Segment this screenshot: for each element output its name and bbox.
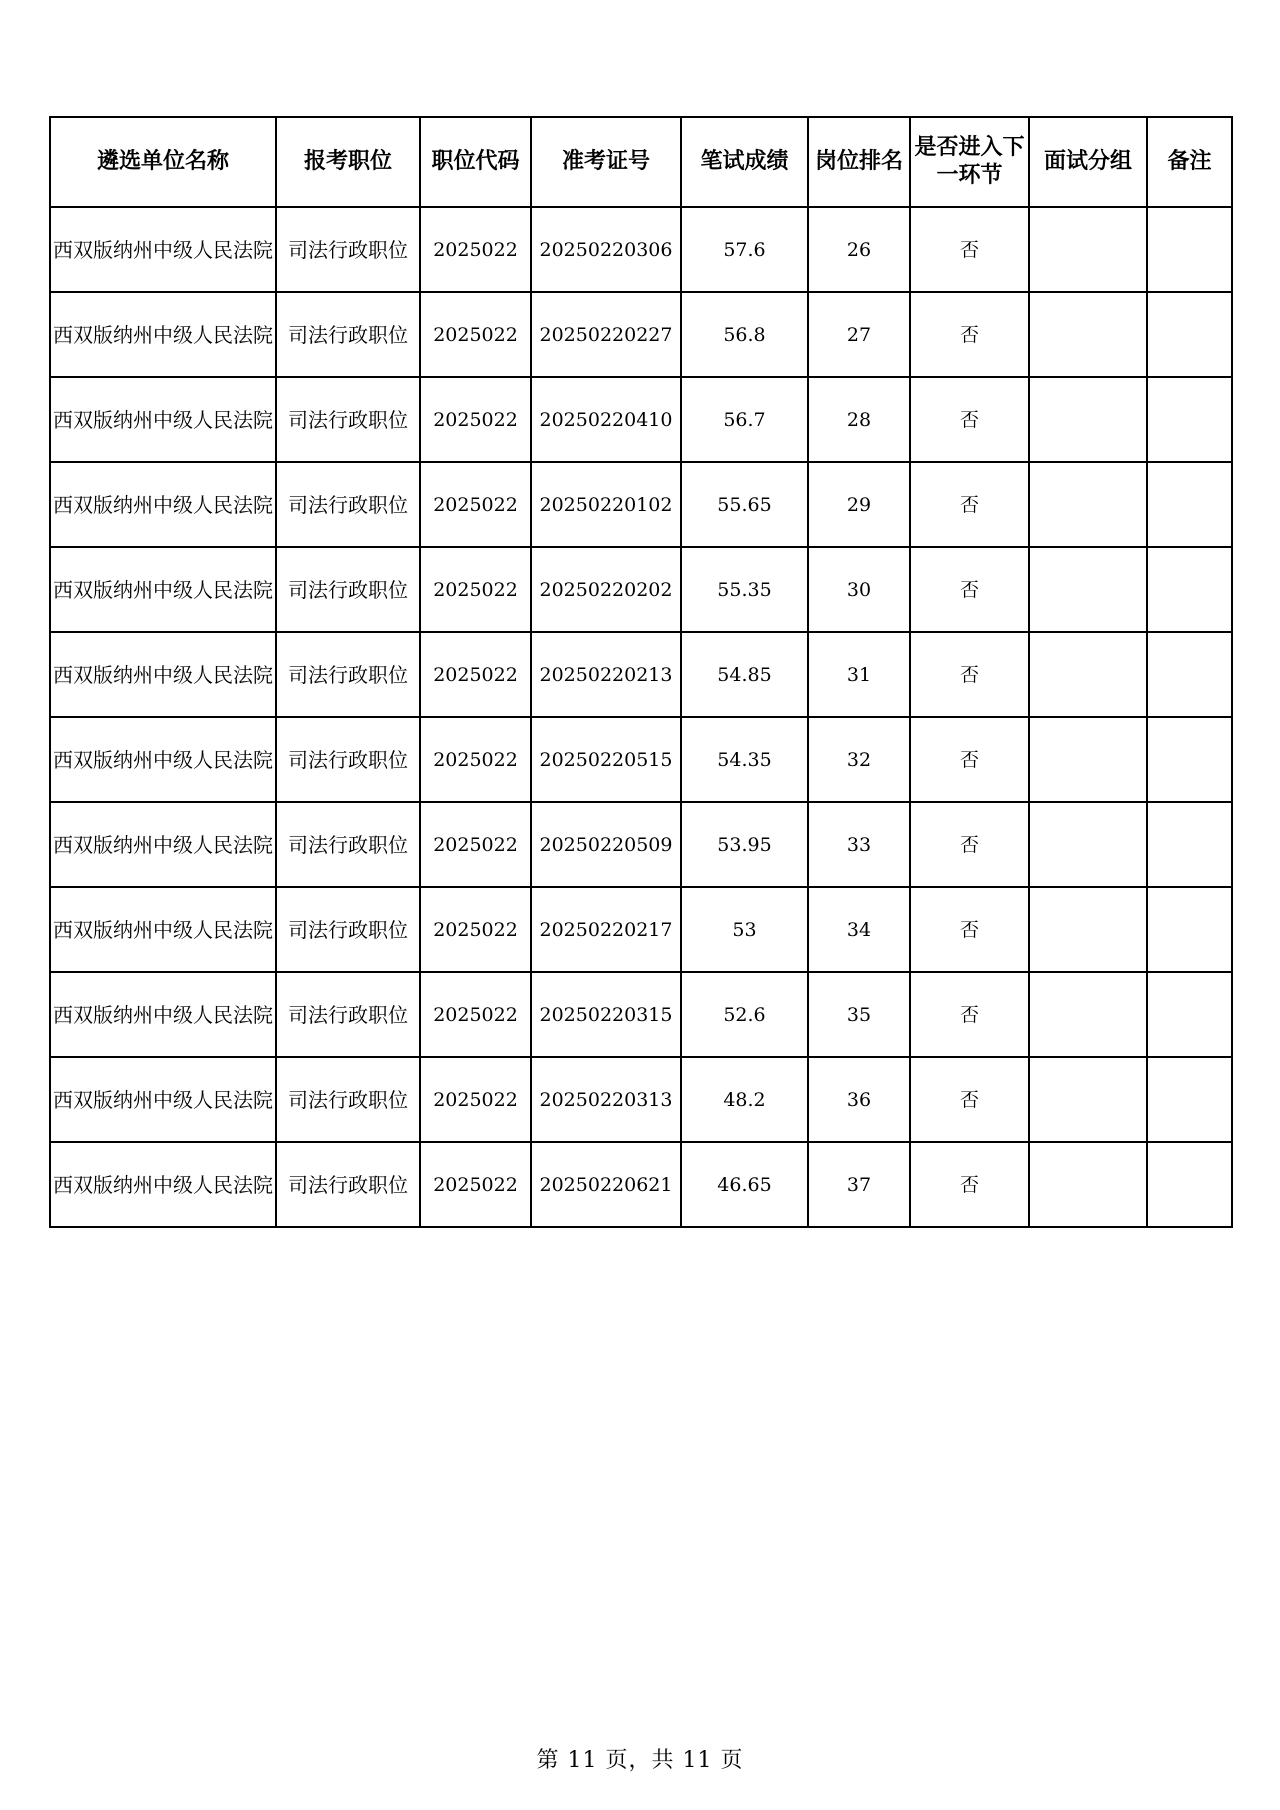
- cell-written-score: 56.7: [681, 377, 808, 462]
- cell-note: [1147, 292, 1232, 377]
- cell-position-code: 2025022: [420, 802, 531, 887]
- cell-interview-group: [1029, 377, 1147, 462]
- cell-written-score: 48.2: [681, 1057, 808, 1142]
- table-row: [50, 1057, 1232, 1142]
- cell-ticket-number: 20250220306: [531, 207, 681, 292]
- cell-interview-group: [1029, 802, 1147, 887]
- header-interview-group: 面试分组: [1029, 117, 1147, 207]
- cell-position-code: 2025022: [420, 1057, 531, 1142]
- cell-position-code: 2025022: [420, 972, 531, 1057]
- table-body: [50, 207, 1232, 1227]
- cell-position-code: 2025022: [420, 292, 531, 377]
- cell-position-rank: 35: [808, 972, 910, 1057]
- cell-position: 司法行政职位: [276, 292, 420, 377]
- table-row: [50, 887, 1232, 972]
- cell-advance-next: 否: [910, 462, 1029, 547]
- cell-ticket-number: 20250220315: [531, 972, 681, 1057]
- header-position: 报考职位: [276, 117, 420, 207]
- cell-advance-next: 否: [910, 717, 1029, 802]
- cell-position: 司法行政职位: [276, 887, 420, 972]
- cell-position: 司法行政职位: [276, 632, 420, 717]
- cell-position-code: 2025022: [420, 207, 531, 292]
- cell-ticket-number: 20250220217: [531, 887, 681, 972]
- cell-position-code: 2025022: [420, 887, 531, 972]
- cell-unit-name: 西双版纳州中级人民法院: [50, 1142, 276, 1227]
- table-row: [50, 377, 1232, 462]
- cell-position: 司法行政职位: [276, 717, 420, 802]
- cell-unit-name: 西双版纳州中级人民法院: [50, 972, 276, 1057]
- cell-note: [1147, 887, 1232, 972]
- cell-note: [1147, 207, 1232, 292]
- cell-unit-name: 西双版纳州中级人民法院: [50, 1057, 276, 1142]
- cell-position-rank: 37: [808, 1142, 910, 1227]
- cell-note: [1147, 377, 1232, 462]
- cell-written-score: 56.8: [681, 292, 808, 377]
- table-row: [50, 802, 1232, 887]
- cell-position: 司法行政职位: [276, 1142, 420, 1227]
- cell-interview-group: [1029, 547, 1147, 632]
- header-advance-next: 是否进入下一环节: [910, 117, 1029, 207]
- cell-written-score: 57.6: [681, 207, 808, 292]
- cell-note: [1147, 462, 1232, 547]
- cell-advance-next: 否: [910, 632, 1029, 717]
- cell-position-rank: 36: [808, 1057, 910, 1142]
- cell-unit-name: 西双版纳州中级人民法院: [50, 802, 276, 887]
- table-row: [50, 207, 1232, 292]
- table-header: [50, 117, 1232, 207]
- cell-ticket-number: 20250220410: [531, 377, 681, 462]
- table-row: [50, 292, 1232, 377]
- cell-ticket-number: 20250220313: [531, 1057, 681, 1142]
- cell-position-code: 2025022: [420, 632, 531, 717]
- table-row: [50, 972, 1232, 1057]
- cell-ticket-number: 20250220213: [531, 632, 681, 717]
- cell-position-rank: 32: [808, 717, 910, 802]
- cell-position: 司法行政职位: [276, 207, 420, 292]
- cell-unit-name: 西双版纳州中级人民法院: [50, 377, 276, 462]
- cell-position-code: 2025022: [420, 462, 531, 547]
- cell-unit-name: 西双版纳州中级人民法院: [50, 717, 276, 802]
- cell-advance-next: 否: [910, 972, 1029, 1057]
- page-number: 第 11 页，共 11 页: [536, 1748, 744, 1773]
- cell-written-score: 46.65: [681, 1142, 808, 1227]
- cell-position-rank: 26: [808, 207, 910, 292]
- cell-position-rank: 34: [808, 887, 910, 972]
- cell-unit-name: 西双版纳州中级人民法院: [50, 632, 276, 717]
- cell-unit-name: 西双版纳州中级人民法院: [50, 292, 276, 377]
- cell-ticket-number: 20250220621: [531, 1142, 681, 1227]
- cell-note: [1147, 632, 1232, 717]
- cell-position: 司法行政职位: [276, 547, 420, 632]
- cell-advance-next: 否: [910, 547, 1029, 632]
- cell-note: [1147, 717, 1232, 802]
- cell-position-rank: 31: [808, 632, 910, 717]
- cell-unit-name: 西双版纳州中级人民法院: [50, 207, 276, 292]
- header-unit-name: 遴选单位名称: [50, 117, 276, 207]
- header-written-score: 笔试成绩: [681, 117, 808, 207]
- cell-position: 司法行政职位: [276, 462, 420, 547]
- table-row: [50, 717, 1232, 802]
- cell-position: 司法行政职位: [276, 802, 420, 887]
- cell-ticket-number: 20250220102: [531, 462, 681, 547]
- cell-position-code: 2025022: [420, 377, 531, 462]
- cell-position-rank: 29: [808, 462, 910, 547]
- cell-unit-name: 西双版纳州中级人民法院: [50, 547, 276, 632]
- table-row: [50, 632, 1232, 717]
- header-ticket-number: 准考证号: [531, 117, 681, 207]
- cell-position-code: 2025022: [420, 547, 531, 632]
- cell-written-score: 55.35: [681, 547, 808, 632]
- cell-position-code: 2025022: [420, 1142, 531, 1227]
- cell-written-score: 55.65: [681, 462, 808, 547]
- cell-interview-group: [1029, 207, 1147, 292]
- cell-note: [1147, 547, 1232, 632]
- cell-ticket-number: 20250220202: [531, 547, 681, 632]
- cell-interview-group: [1029, 462, 1147, 547]
- cell-interview-group: [1029, 292, 1147, 377]
- cell-written-score: 54.35: [681, 717, 808, 802]
- cell-position-code: 2025022: [420, 717, 531, 802]
- cell-note: [1147, 802, 1232, 887]
- cell-advance-next: 否: [910, 887, 1029, 972]
- table-row: [50, 462, 1232, 547]
- cell-written-score: 53: [681, 887, 808, 972]
- cell-advance-next: 否: [910, 802, 1029, 887]
- cell-advance-next: 否: [910, 292, 1029, 377]
- cell-position: 司法行政职位: [276, 377, 420, 462]
- cell-unit-name: 西双版纳州中级人民法院: [50, 887, 276, 972]
- cell-written-score: 52.6: [681, 972, 808, 1057]
- cell-position-rank: 28: [808, 377, 910, 462]
- cell-note: [1147, 1057, 1232, 1142]
- cell-interview-group: [1029, 1142, 1147, 1227]
- cell-interview-group: [1029, 972, 1147, 1057]
- cell-written-score: 54.85: [681, 632, 808, 717]
- header-position-rank: 岗位排名: [808, 117, 910, 207]
- cell-note: [1147, 972, 1232, 1057]
- cell-advance-next: 否: [910, 207, 1029, 292]
- cell-ticket-number: 20250220515: [531, 717, 681, 802]
- cell-position-rank: 27: [808, 292, 910, 377]
- cell-position-rank: 33: [808, 802, 910, 887]
- table-row: [50, 547, 1232, 632]
- cell-written-score: 53.95: [681, 802, 808, 887]
- results-table: [49, 116, 1233, 1228]
- cell-interview-group: [1029, 632, 1147, 717]
- cell-unit-name: 西双版纳州中级人民法院: [50, 462, 276, 547]
- header-note: 备注: [1147, 117, 1232, 207]
- header-row: [50, 117, 1232, 207]
- cell-advance-next: 否: [910, 1142, 1029, 1227]
- cell-position: 司法行政职位: [276, 1057, 420, 1142]
- cell-ticket-number: 20250220227: [531, 292, 681, 377]
- header-position-code: 职位代码: [420, 117, 531, 207]
- cell-position-rank: 30: [808, 547, 910, 632]
- cell-interview-group: [1029, 887, 1147, 972]
- cell-note: [1147, 1142, 1232, 1227]
- cell-advance-next: 否: [910, 377, 1029, 462]
- cell-interview-group: [1029, 1057, 1147, 1142]
- cell-position: 司法行政职位: [276, 972, 420, 1057]
- cell-advance-next: 否: [910, 1057, 1029, 1142]
- table-row: [50, 1142, 1232, 1227]
- cell-ticket-number: 20250220509: [531, 802, 681, 887]
- cell-interview-group: [1029, 717, 1147, 802]
